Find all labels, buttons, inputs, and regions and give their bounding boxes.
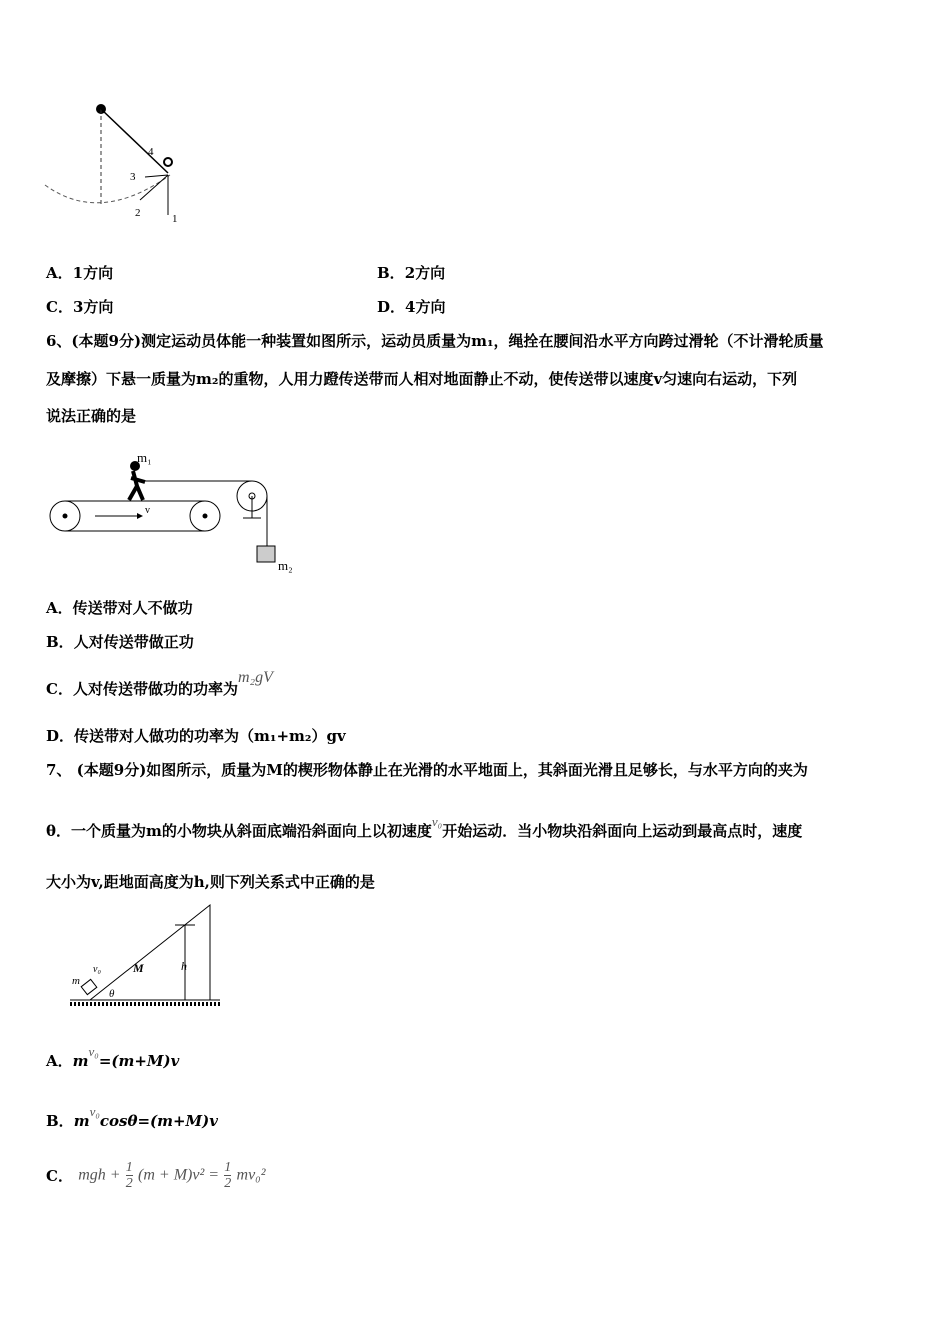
pendulum-figure — [40, 100, 200, 230]
velocity-label: v — [145, 505, 150, 516]
q7-stem-line: 大小为v,距地面高度为h,则下列关系式中正确的是 — [46, 873, 375, 891]
fraction-half — [224, 1160, 231, 1191]
q7-option-a[interactable] — [46, 1044, 180, 1071]
option-letter: D． — [377, 298, 406, 316]
equation-part: mv₀² — [236, 1166, 266, 1184]
numerator: 1 — [125, 1160, 133, 1175]
option-letter: A． — [46, 1052, 73, 1070]
fraction-half — [126, 1160, 133, 1191]
pendulum-label-1: 1 — [172, 213, 178, 225]
equation-part: mgh + — [78, 1166, 121, 1184]
option-text: 人对传送带做正功 — [73, 633, 194, 651]
q5-option-b[interactable] — [377, 262, 445, 283]
conveyor-figure — [45, 448, 305, 578]
equation-part: (m + M)v² = — [138, 1166, 220, 1184]
stem-text: θ．一个质量为m的小物块从斜面底端沿斜面向上以初速度 — [46, 822, 432, 840]
q7-stem-line: 7、 (本题9分)如图所示，质量为M的楔形物体静止在光滑的水平地面上，其斜面光滑且足够长，与水平方向的夹为 — [46, 761, 808, 779]
option-text: 4方向 — [405, 298, 446, 316]
option-text: 传送带对人做功的功率为（m₁+m₂）gv — [74, 727, 346, 745]
pendulum-label-4: 4 — [148, 146, 154, 158]
mass-symbol: m — [73, 1112, 90, 1130]
q6-option-c[interactable] — [46, 669, 273, 699]
q5-option-c[interactable] — [46, 296, 113, 317]
option-letter: B． — [46, 1112, 74, 1130]
option-letter: B． — [46, 633, 74, 651]
height-label: h — [181, 959, 187, 973]
angle-label: θ — [109, 988, 115, 1000]
option-letter: B． — [377, 264, 405, 282]
option-letter: D． — [46, 727, 75, 745]
wedge-figure — [65, 900, 255, 1010]
denominator: 2 — [125, 1176, 133, 1191]
equation-text: =(m+M)v — [98, 1052, 180, 1070]
option-text: 传送带对人不做功 — [72, 599, 193, 617]
pendulum-label-3: 3 — [130, 171, 136, 183]
v0-symbol: v₀ — [89, 1104, 100, 1119]
numerator: 1 — [224, 1160, 232, 1175]
option-text: 3方向 — [72, 298, 114, 316]
q5-option-d[interactable] — [377, 296, 445, 317]
mass-symbol: m — [72, 1052, 89, 1070]
q6-stem-line: 6、(本题9分)测定运动员体能一种装置如图所示，运动员质量为m₁，绳拴在腰间沿水平方向跨过滑轮（不计滑轮质量 — [46, 332, 824, 350]
option-text: 1方向 — [72, 264, 114, 282]
block-mass-label: m — [72, 975, 80, 987]
q6-stem-line: 及摩擦）下悬一质量为m₂的重物，人用力蹬传送带而人相对地面静止不动，使传送带以速度v匀速向右运动，下列 — [46, 370, 798, 388]
v0-symbol: v₀ — [431, 814, 443, 829]
q5-option-a[interactable] — [46, 262, 113, 283]
q7-stem-line — [46, 814, 803, 841]
option-letter: A． — [46, 264, 73, 282]
q7-option-c[interactable] — [46, 1160, 266, 1191]
option-letter: C． — [46, 298, 73, 316]
q6-option-d[interactable] — [46, 725, 346, 746]
denominator: 2 — [224, 1176, 232, 1191]
option-letter: A． — [46, 599, 73, 617]
q6-stem-line: 说法正确的是 — [46, 407, 137, 425]
power-formula: m₂gV — [237, 669, 273, 686]
v0-symbol: v₀ — [88, 1044, 99, 1059]
option-letter: C． — [46, 680, 73, 698]
equation-text: cosθ=(m+M)v — [99, 1112, 218, 1130]
q7-option-b[interactable] — [46, 1104, 218, 1131]
person-mass-label: m₁ — [137, 450, 152, 465]
option-text: 2方向 — [404, 264, 446, 282]
q6-option-b[interactable] — [46, 631, 194, 652]
option-text: 人对传送带做功的功率为 — [72, 680, 238, 698]
wedge-mass-label: M — [133, 961, 144, 975]
weight-mass-label: m₂ — [278, 558, 293, 573]
stem-text: 开始运动．当小物块沿斜面向上运动到最高点时，速度 — [442, 822, 803, 840]
initial-velocity-label: v₀ — [93, 964, 101, 975]
pendulum-label-2: 2 — [135, 207, 141, 219]
option-letter: C． — [46, 1167, 73, 1185]
q6-option-a[interactable] — [46, 597, 193, 618]
